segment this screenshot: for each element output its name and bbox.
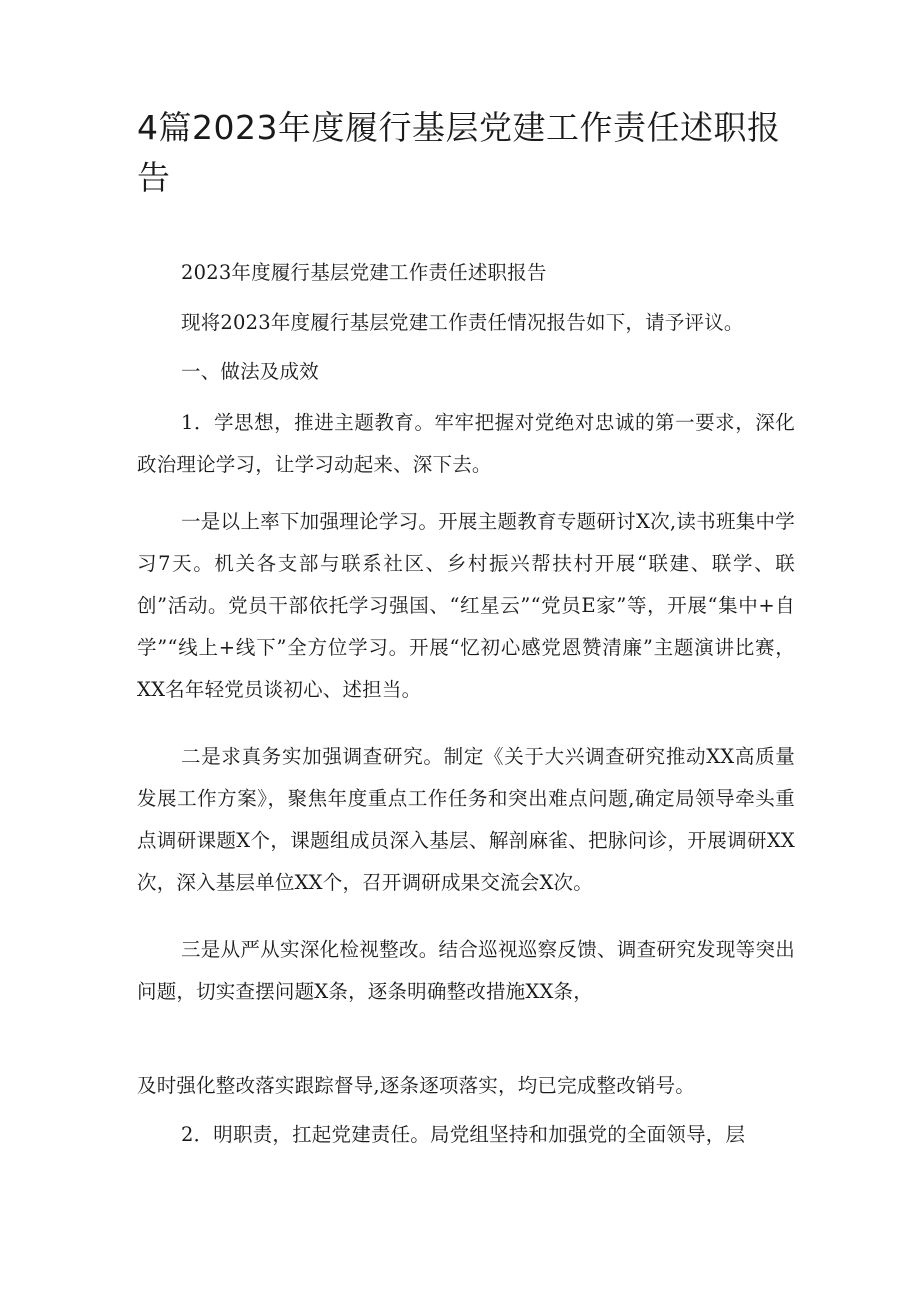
paragraph-item-1: 1．学思想，推进主题教育。牢牢把握对党绝对忠诚的第一要求，深化政治理论学习，让学习动起来、深下去。 (137, 411, 795, 476)
intro-paragraph: 现将2023年度履行基层党建工作责任情况报告如下，请予评议。 (181, 311, 744, 334)
paragraph-continuation: 及时强化整改落实跟踪督导,逐条逐项落实，均已完成整改销号。 (137, 1074, 695, 1097)
paragraph-item-2: 2．明职责，扛起党建责任。局党组坚持和加强党的全面领导，层 (181, 1123, 746, 1146)
report-heading: 2023年度履行基层党建工作责任述职报告 (181, 261, 547, 284)
paragraph-research: 二是求真务实加强调查研究。制定《关于大兴调查研究推动XX高质量发展工作方案》，聚焦年度重点工作任务和突出难点问题,确定局领导牵头重点调研课题X个，课题组成员深入基层、解剖麻雀、把脉问诊，开展调研XX次，深入基层单位XX个，召开调研成果交流会X次。 (137, 745, 795, 894)
paragraph-rectification: 三是从严从实深化检视整改。结合巡视巡察反馈、调查研究发现等突出问题，切实查摆问题X条，逐条明确整改措施XX条， (137, 938, 795, 1003)
paragraph-study: 一是以上率下加强理论学习。开展主题教育专题研讨X次,读书班集中学习7天。机关各支部与联系社区、乡村振兴帮扶村开展“联建、联学、联创”活动。党员干部依托学习强国、“红星云”“党员E家”等，开展“集中+自学”“线上+线下”全方位学习。开展“忆初心感党恩赞清廉”主题演讲比赛，XX名年轻党员谈初心、述担当。 (137, 510, 795, 701)
document-title: 4篇2023年度履行基层党建工作责任述职报告 (137, 108, 781, 197)
section-heading: 一、做法及成效 (181, 360, 319, 383)
